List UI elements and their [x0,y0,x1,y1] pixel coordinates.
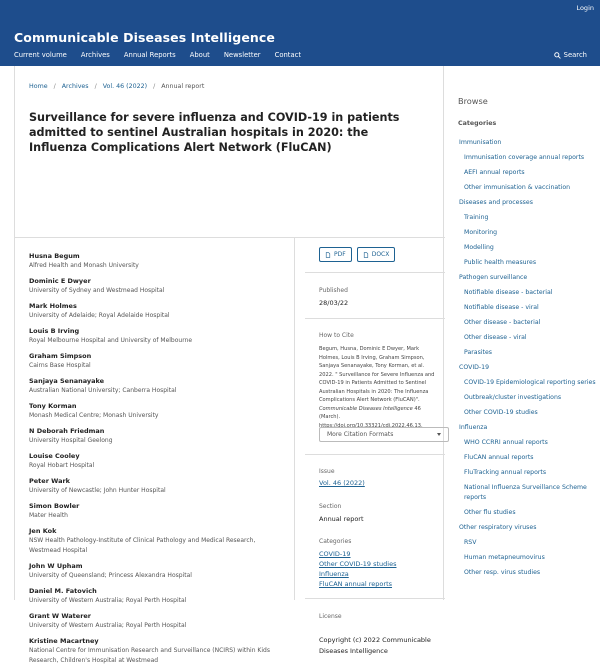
author-list [29,252,289,662]
author-affiliation: University of Western Australia; Royal Perth Hospital [29,597,187,604]
sidebar-category-item[interactable]: Diseases and processes [459,199,533,206]
author-affiliation: Royal Hobart Hospital [29,462,95,469]
sidebar-category-item[interactable]: Other respiratory viruses [459,524,537,531]
nav-about[interactable]: About [189,51,210,59]
citation-journal: Communicable Diseases Intelligence [319,405,413,412]
search-link[interactable] [554,51,587,59]
sidebar-title: Browse [458,96,488,106]
site-header [0,0,600,66]
main-content [14,66,444,664]
author-name: Grant W Waterer [29,612,92,620]
file-icon [363,252,369,258]
author-item [29,562,289,587]
author-name: Sanjaya Senanayake [29,377,105,385]
author-name: Tony Korman [29,402,77,410]
sidebar-category-list [458,136,598,583]
login-link[interactable]: Login [576,4,594,12]
author-item [29,637,289,662]
breadcrumb-archives[interactable]: Archives [61,83,89,90]
author-item [29,427,289,452]
author-name: Louis B Irving [29,327,80,335]
sidebar-category-item[interactable]: FluCAN annual reports [464,454,534,461]
author-affiliation: Royal Melbourne Hospital and University of Melbourne [29,337,193,344]
sidebar-category-item[interactable]: Public health measures [464,259,537,266]
sidebar-category-item[interactable]: Notifiable disease - viral [464,304,539,311]
docx-label: DOCX [371,251,390,258]
sidebar-category-item[interactable]: Other COVID-19 studies [464,409,538,416]
sidebar-category-item[interactable]: Other disease - viral [464,334,527,341]
author-affiliation: NSW Health Pathology-Institute of Clinical Pathology and Medical Research, Westmead Hospital [29,537,256,554]
galley-links [319,247,395,262]
sidebar-category-item[interactable]: Other resp. virus studies [464,569,541,576]
breadcrumb [29,83,204,90]
author-affiliation: University Hospital Geelong [29,437,113,444]
sidebar-category-item[interactable]: COVID-19 Epidemiological reporting series [464,379,596,386]
issue-link[interactable]: Vol. 46 (2022) [319,479,365,487]
license-label: License [319,613,342,620]
sidebar-category-item[interactable]: Pathogen surveillance [459,274,528,281]
author-name: Simon Bowler [29,502,80,510]
breadcrumb-volume[interactable]: Vol. 46 (2022) [102,83,148,90]
issue-label: Issue [319,468,335,475]
sidebar-category-item[interactable]: Other disease - bacterial [464,319,541,326]
author-name: Mark Holmes [29,302,77,310]
category-link[interactable]: COVID-19 [319,550,351,558]
author-affiliation: University of Western Australia; Royal Perth Hospital [29,622,187,629]
author-item [29,612,289,637]
sidebar-category-item[interactable]: Training [464,214,489,221]
author-affiliation: Australian National University; Canberra Hospital [29,387,177,394]
author-affiliation: Cairns Base Hospital [29,362,91,369]
file-icon [325,252,331,258]
sidebar-category-item[interactable]: Parasites [464,349,492,356]
citation-end: 46 (March). https://doi.org/10.33321/cdi.2022.46.13. [319,405,423,429]
author-affiliation: Alfred Health and Monash University [29,262,139,269]
sidebar-category-item[interactable]: Immunisation [459,139,502,146]
nav-contact[interactable]: Contact [274,51,302,59]
more-citation-formats-label: More Citation Formats [327,431,394,438]
search-icon [554,52,561,59]
more-citation-formats-dropdown[interactable] [319,427,449,442]
author-affiliation: University of Queensland; Princess Alexandra Hospital [29,572,192,579]
sidebar-category-item[interactable]: Immunisation coverage annual reports [464,154,585,161]
section-label: Section [319,503,342,510]
author-name: Graham Simpson [29,352,92,360]
sidebar-category-item[interactable]: Outbreak/cluster investigations [464,394,562,401]
author-name: N Deborah Friedman [29,427,105,435]
author-affiliation: National Centre for Immunisation Research and Surveillance (NCIRS) within Kids Research, Children's Hospital at Westmead [29,647,270,664]
author-name: Husna Begum [29,252,80,260]
category-links [319,549,397,589]
breadcrumb-separator: / [94,83,97,90]
divider [305,454,445,455]
site-title[interactable]: Communicable Diseases Intelligence [14,30,275,45]
sidebar [458,96,598,576]
breadcrumb-separator: / [153,83,156,90]
divider [15,237,445,238]
sidebar-category-item[interactable]: Other flu studies [464,509,516,516]
categories-label: Categories [319,538,352,545]
divider [305,272,445,273]
author-name: Kristine Macartney [29,637,99,645]
divider [305,318,445,319]
published-date: 28/03/22 [319,299,349,307]
author-item [29,252,289,277]
docx-button[interactable] [357,247,396,262]
breadcrumb-current: Annual report [161,83,205,90]
author-item [29,402,289,427]
section-value: Annual report [319,515,364,523]
breadcrumb-home[interactable]: Home [29,83,48,90]
author-item [29,277,289,302]
article-title: Surveillance for severe influenza and COVID-19 in patients admitted to sentinel Australian hospitals in 2020: the Influenza Complications Alert Network (FluCAN) [29,111,400,154]
sidebar-category-item[interactable]: Human metapneumovirus [464,554,545,561]
pdf-button[interactable] [319,247,352,262]
author-name: Daniel M. Fatovich [29,587,97,595]
author-item [29,302,289,327]
sidebar-category-item[interactable]: Monitoring [464,229,498,236]
author-affiliation: Mater Health [29,512,68,519]
sidebar-category-item[interactable]: WHO CCRRI annual reports [464,439,548,446]
category-link[interactable]: Influenza [319,570,349,578]
sidebar-category-item[interactable]: AEFI annual reports [464,169,525,176]
nav-newsletter[interactable]: Newsletter [223,51,261,59]
divider [305,598,445,599]
author-name: Jen Kok [29,527,57,535]
author-item [29,527,289,562]
citation-text [319,345,439,430]
sidebar-categories-label: Categories [458,120,497,127]
nav-archives[interactable]: Archives [80,51,110,59]
author-affiliation: Monash Medical Centre; Monash University [29,412,159,419]
sidebar-category-item[interactable]: Influenza [459,424,488,431]
how-to-cite-label: How to Cite [319,332,354,339]
author-item [29,377,289,402]
sidebar-category-item[interactable]: National Influenza Surveillance Scheme reports [464,484,587,501]
sidebar-category-item[interactable]: COVID-19 [459,364,490,371]
author-item [29,452,289,477]
sidebar-category-item[interactable]: FluTracking annual reports [464,469,547,476]
column-divider [294,237,295,600]
author-item [29,502,289,527]
author-name: Peter Wark [29,477,71,485]
sidebar-category-item[interactable]: Notifiable disease - bacterial [464,289,553,296]
author-affiliation: University of Adelaide; Royal Adelaide Hospital [29,312,170,319]
main-nav [14,51,315,59]
author-item [29,327,289,352]
author-affiliation: University of Newcastle; John Hunter Hospital [29,487,166,494]
nav-current-volume[interactable]: Current volume [14,51,67,59]
breadcrumb-separator: / [53,83,56,90]
author-name: Louise Cooley [29,452,80,460]
sidebar-category-item[interactable]: Other immunisation & vaccination [464,184,571,191]
published-label: Published [319,287,348,294]
author-name: John W Upham [29,562,83,570]
author-item [29,477,289,502]
sidebar-category-item[interactable]: RSV [464,539,477,546]
author-affiliation: University of Sydney and Westmead Hospital [29,287,165,294]
author-item [29,352,289,377]
author-name: Dominic E Dwyer [29,277,91,285]
nav-annual-reports[interactable]: Annual Reports [123,51,176,59]
category-link[interactable]: FluCAN annual reports [319,580,393,588]
citation-body: Begum, Husna, Dominic E Dwyer, Mark Holmes, Louis B Irving, Graham Simpson, Sanjaya Senanayake, Tony Korman, et al. 2022. " Surveillance for Severe Influenza and COVID-19 in Patients Admitted to Sentinel Australian Hospitals in 2020: The Influenza Complications Alert Network (FluCAN)". [319,346,435,403]
search-label: Search [563,51,587,59]
sidebar-category-item[interactable]: Modelling [464,244,494,251]
chevron-down-icon [437,433,441,436]
category-link[interactable]: Other COVID-19 studies [319,560,397,568]
license-text: Copyright (c) 2022 Communicable Diseases Intelligence [319,636,431,655]
pdf-label: PDF [334,251,346,258]
